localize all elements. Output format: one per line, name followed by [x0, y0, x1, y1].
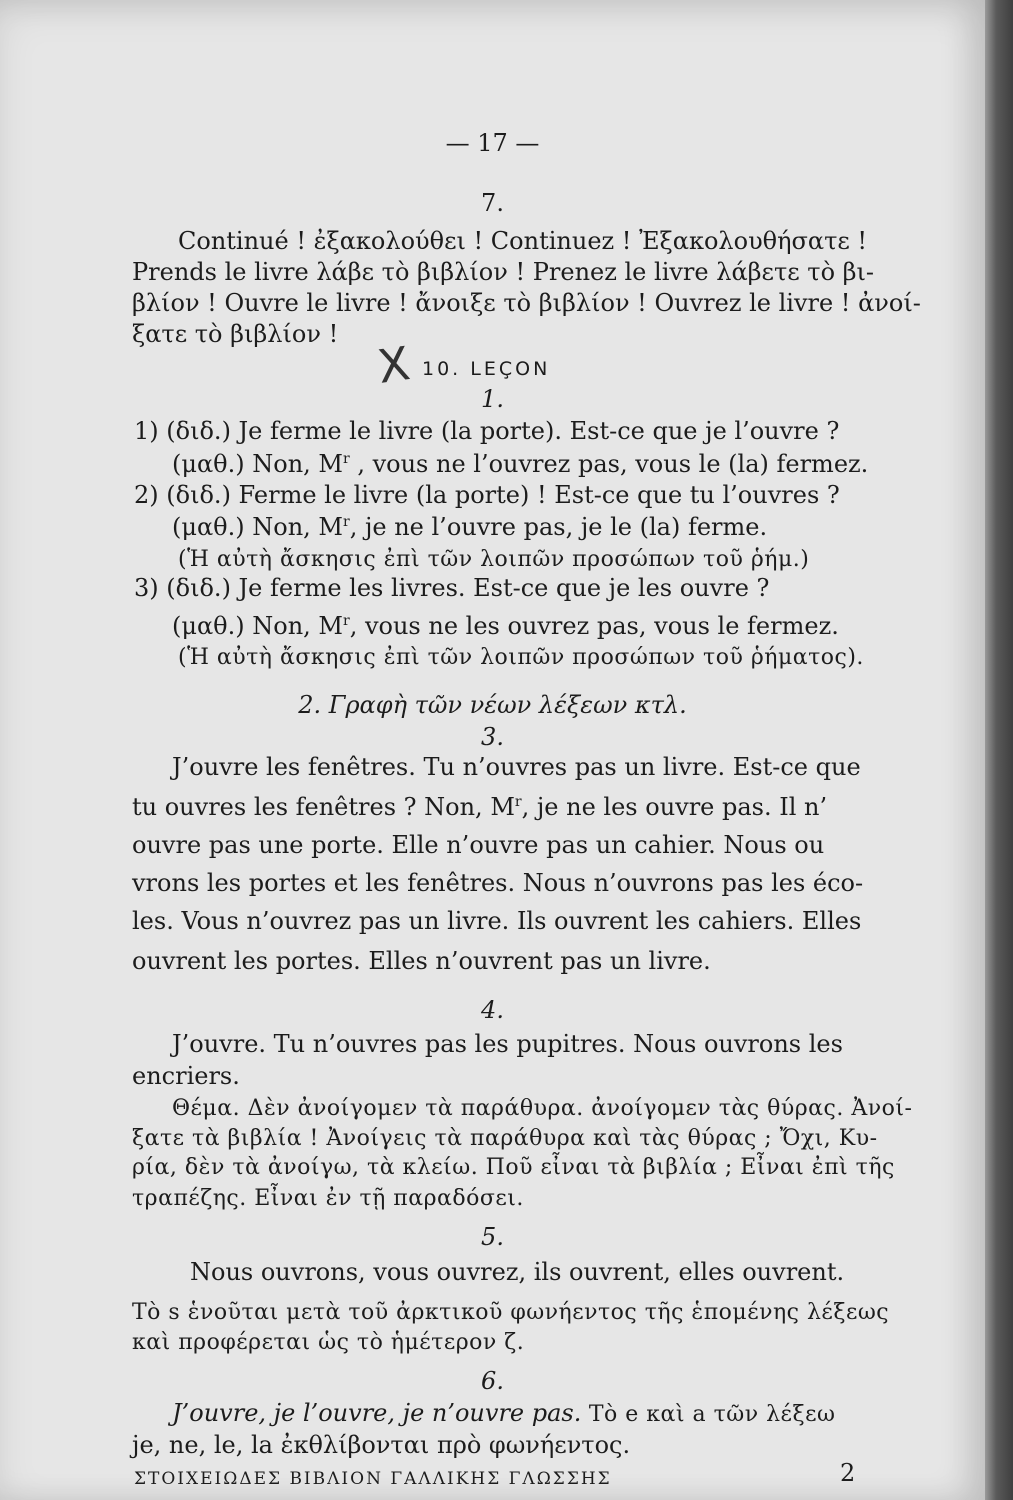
theme-line: ξατε τὰ βιβλία ! Ἀνοίγεις τὰ παράθυρα καὶ τὰς θύρας ; Ὄχι, Κυ-: [132, 1126, 878, 1151]
note-line: καὶ προφέρεται ὡς τὸ ἡμέτερον ζ.: [132, 1330, 525, 1355]
text-line: tu ouvres les fenêtres ? Non, $M^r$, je ne les ouvre pas. Il n’: [132, 793, 828, 821]
section-7-number: 7.: [481, 189, 504, 217]
exercise-note: (Ἡ αὐτὴ ἄσκησις ἐπὶ τῶν λοιπῶν προσώπων τοῦ ῥήματος).: [178, 645, 864, 670]
section-6-number: 6.: [481, 1367, 504, 1395]
handwritten-mark: X: [374, 336, 414, 394]
text-line: encriers.: [132, 1062, 240, 1090]
text-line: ξατε τὸ βιβλίον !: [132, 320, 339, 348]
section-4-number: 4.: [481, 996, 504, 1024]
page-number: — 17 —: [445, 129, 540, 157]
dialogue-line: (μαθ.) Non, $M^r$, je ne l’ouvre pas, je le (la) ferme.: [172, 513, 768, 541]
text-line: ouvrent les portes. Elles n’ouvrent pas un livre.: [132, 947, 711, 975]
text-line: J’ouvre les fenêtres. Tu n’ouvres pas un livre. Est-ce que: [172, 753, 861, 781]
section-5-number: 5.: [481, 1223, 504, 1251]
text-line: Continué ! ἐξακολούθει ! Continuez ! Ἐξακολουθήσατε !: [178, 227, 868, 255]
section-3-number: 3.: [481, 723, 504, 751]
text-line: Nous ouvrons, vous ouvrez, ils ouvrent, elles ouvrent.: [190, 1258, 845, 1286]
section-2-heading: 2. Γραφὴ τῶν νέων λέξεων κτλ.: [298, 691, 687, 719]
text-line: βλίον ! Ouvre le livre ! ἄνοιξε τὸ βιβλίον ! Ouvrez le livre ! ἀνοί-: [132, 289, 921, 317]
signature-mark: 2: [840, 1459, 856, 1487]
footer-title: ΣΤΟΙΧΕΙΩΔΕΣ ΒΙΒΛΙΟΝ ΓΑΛΛΙΚΗΣ ΓΛΩΣΣΗΣ: [134, 1469, 612, 1489]
text-line: vrons les portes et les fenêtres. Nous n’ouvrons pas les éco-: [132, 869, 864, 897]
dialogue-line: (μαθ.) Non, $M^r$, vous ne les ouvrez pas, vous le fermez.: [172, 612, 839, 640]
exercise-note: (Ἡ αὐτὴ ἄσκησις ἐπὶ τῶν λοιπῶν προσώπων τοῦ ῥήμ.): [178, 547, 810, 572]
dialogue-line: 2) (διδ.) Ferme le livre (la porte) ! Est-ce que tu l’ouvres ?: [134, 481, 840, 509]
note-line: Τὸ s ἑνοῦται μετὰ τοῦ ἀρκτικοῦ φωνήεντος τῆς ἑπομένης λέξεως: [132, 1300, 890, 1325]
text-line: ouvre pas une porte. Elle n’ouvre pas un cahier. Nous ou: [132, 831, 825, 859]
theme-line: Θέμα. Δὲν ἀνοίγομεν τὰ παράθυρα. ἀνοίγομεν τὰς θύρας. Ἀνοί-: [172, 1096, 913, 1121]
dialogue-line: 1) (διδ.) Je ferme le livre (la porte). Est-ce que je l’ouvre ?: [134, 417, 840, 445]
text-line: J’ouvre, je l’ouvre, je n’ouvre pas. Τὸ e καὶ a τῶν λέξεω: [172, 1399, 836, 1427]
theme-line: ρία, δὲν τὰ ἀνοίγω, τὰ κλείω. Ποῦ εἶναι τὰ βιβλία ; Εἶναι ἐπὶ τῆς: [132, 1155, 895, 1180]
lesson-heading: 10. LEÇON: [422, 358, 551, 380]
text-line: Prends le livre λάβε τὸ βιβλίον ! Prenez le livre λάβετε τὸ βι-: [132, 258, 875, 286]
dialogue-line: 3) (διδ.) Je ferme les livres. Est-ce que je les ouvre ?: [134, 574, 770, 602]
text-line: les. Vous n’ouvrez pas un livre. Ils ouvrent les cahiers. Elles: [132, 907, 862, 935]
text-line: J’ouvre. Tu n’ouvres pas les pupitres. Nous ouvrons les: [172, 1030, 843, 1058]
text-line: je, ne, le, la ἐκθλίβονται πρὸ φωνήεντος.: [132, 1431, 631, 1459]
dialogue-line: (μαθ.) Non, $M^r$ , vous ne l’ouvrez pas, vous le (la) fermez.: [172, 450, 869, 478]
theme-line: τραπέζης. Εἶναι ἐν τῇ παραδόσει.: [132, 1186, 524, 1211]
book-edge: [985, 0, 1013, 1500]
section-1-number: 1.: [481, 385, 504, 413]
